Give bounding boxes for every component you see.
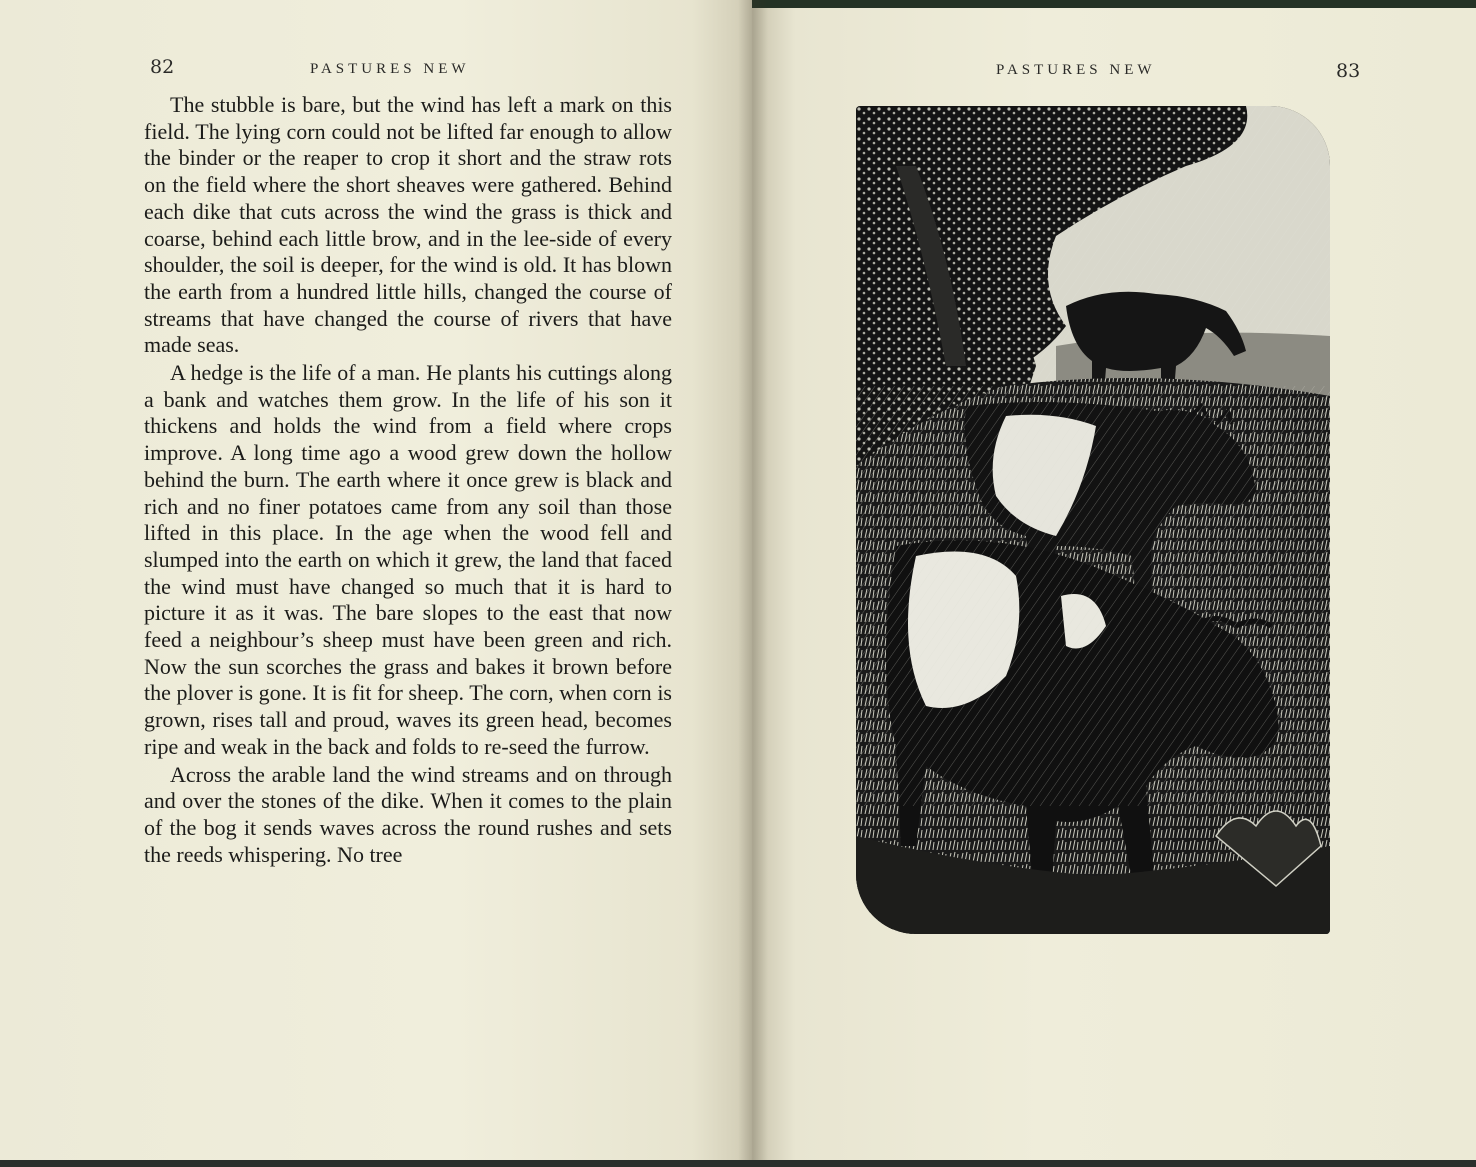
body-text [144,92,672,869]
page-number-left: 82 [150,56,175,78]
running-head-right: PASTURES NEW [996,62,1156,78]
book-cover-edge [752,0,1476,8]
paragraph: The stubble is bare, but the wind has left a mark on this field. The lying corn could not be lifted far enough to allow the binder or the reaper to crop it short and the straw rots on the field where the short sheaves were gathered. Behind each dike that cuts across the wind the grass is thick and coarse, behind each little brow, and in the lee-side of every shoulder, the soil is deeper, for the wind is old. It has blown the earth from a hundred little hills, changed the course of streams that have changed the course of rivers that have made seas. [144,92,672,358]
paragraph: A hedge is the life of a man. He plants his cuttings along a bank and watches them grow. In the life of his son it thickens and holds the wind from a field where crops improve. A long time ago a wood grew down the hollow behind the burn. The earth where it once grew is black and rich and no finer potatoes came from any soil than those lifted in this place. In the age when the wood fell and slumped into the earth on which it grew, the land that faced the wind must have changed so much that it is hard to picture it as it was. The bare slopes to the east that now feed a neighbour’s sheep must have been green and rich. Now the sun scorches the grass and bakes it brown before the plover is gone. It is fit for sheep. The corn, when corn is grown, rises tall and proud, waves its green head, becomes ripe and weak in the back and folds to re-seed the furrow. [144,360,672,759]
gutter-shadow [738,0,768,1160]
page-number-right: 83 [1336,60,1361,82]
wood-engraving-illustration [856,106,1330,934]
running-head-left: PASTURES NEW [310,61,470,77]
rain-overlay [856,386,1330,806]
book-bottom-edge [0,1160,1476,1167]
paragraph: Across the arable land the wind streams and on through and over the stones of the dike. When it comes to the plain of the bog it sends waves across the round rushes and sets the reeds whispering. No tree [144,761,672,867]
